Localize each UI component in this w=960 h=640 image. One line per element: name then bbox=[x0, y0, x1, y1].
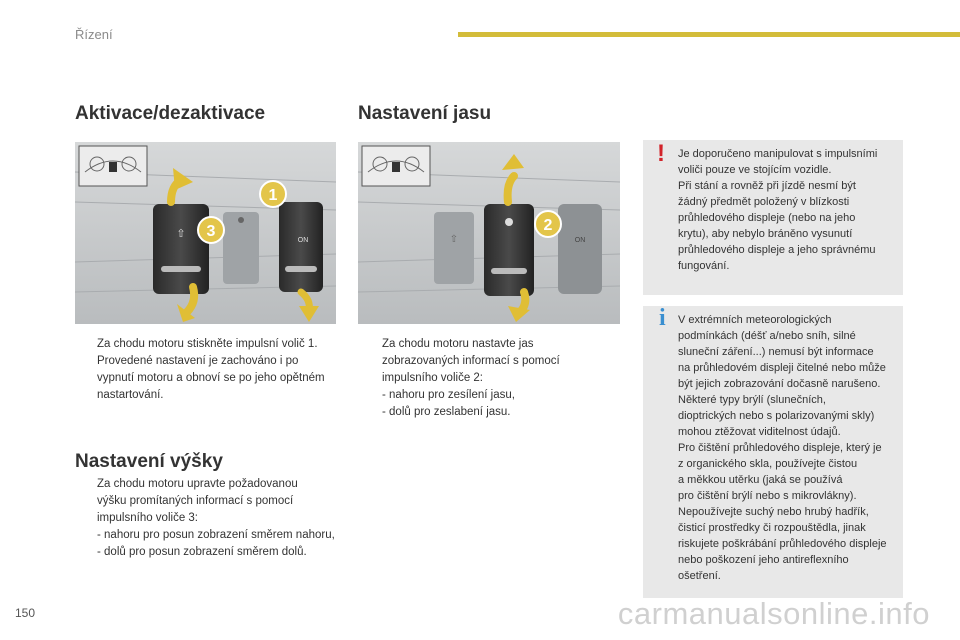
note-line: riskujete poškrábání průhledového displeje bbox=[678, 538, 887, 550]
svg-text:ON: ON bbox=[574, 237, 586, 244]
note-line: Pro čištění průhledového displeje, který je bbox=[678, 442, 882, 454]
note-line: průhledového displeje (nebo na jeho bbox=[678, 212, 856, 224]
info-icon: i bbox=[659, 305, 666, 331]
chapter-title: Řízení bbox=[75, 27, 113, 42]
text-line: impulsního voliče 2: bbox=[382, 372, 483, 384]
paragraph-jas bbox=[360, 336, 610, 421]
callout-3 bbox=[198, 217, 224, 243]
note-line: fungování. bbox=[678, 260, 730, 272]
note-line: Nepoužívejte suchý nebo hrubý hadřík, bbox=[678, 506, 869, 518]
on-label: ON bbox=[297, 237, 309, 244]
note-line: z organického skla, používejte čistou bbox=[678, 458, 858, 470]
text-line: Za chodu motoru upravte požadovanou bbox=[97, 478, 298, 490]
hud-brightness-switch bbox=[484, 204, 534, 296]
callout-1 bbox=[260, 181, 286, 207]
page-number: 150 bbox=[15, 606, 36, 620]
text-line: výšku promítaných informací s pomocí bbox=[97, 495, 294, 507]
text-line: - nahoru pro zesílení jasu, bbox=[382, 389, 515, 401]
heading-vysky: Nastavení výšky bbox=[75, 451, 223, 472]
note-line: a měkkou utěrku (jaká se používá bbox=[678, 474, 843, 486]
header-accent-bar bbox=[458, 32, 960, 37]
warning-note bbox=[643, 140, 903, 295]
callout-2 bbox=[535, 211, 561, 237]
text-line: zobrazovaných informací s pomocí bbox=[382, 355, 560, 367]
dashboard-thumbnail bbox=[362, 146, 430, 186]
warning-icon: ! bbox=[657, 140, 665, 167]
paragraph-aktivace bbox=[75, 336, 335, 404]
text-line: - dolů pro zeslabení jasu. bbox=[382, 406, 511, 418]
heading-jas: Nastavení jasu bbox=[358, 103, 492, 124]
note-line: sluneční záření...) nemusí být informace bbox=[678, 346, 874, 358]
note-line: V extrémních meteorologických bbox=[678, 314, 832, 326]
hud-height-switch bbox=[153, 204, 209, 294]
note-line: Je doporučeno manipulovat s impulsními bbox=[678, 148, 878, 160]
svg-text:⇧: ⇧ bbox=[176, 228, 186, 240]
hud-onoff-switch bbox=[558, 204, 602, 294]
dashboard-thumbnail bbox=[79, 146, 147, 186]
svg-text:1: 1 bbox=[268, 187, 278, 204]
note-line: krytu), aby nebylo bráněno vysunutí bbox=[678, 228, 853, 240]
hud-onoff-switch bbox=[279, 202, 323, 292]
note-line: průhledového displeje a jeho správnému bbox=[678, 244, 876, 256]
text-line: Za chodu motoru nastavte jas bbox=[382, 338, 534, 350]
note-line: pro čištění brýlí nebo s mikrovlákny). bbox=[678, 490, 857, 502]
watermark: carmanualsonline.info bbox=[617, 596, 930, 631]
note-line: ošetření. bbox=[678, 570, 721, 582]
note-line: voliči pouze ve stojícím vozidle. bbox=[678, 164, 832, 176]
svg-text:⇧: ⇧ bbox=[449, 234, 459, 245]
note-line: podmínkách (déšť a/nebo sníh, silné bbox=[678, 330, 856, 342]
text-line: vypnutí motoru a obnoví se po jeho opětném bbox=[97, 372, 325, 384]
heading-aktivace: Aktivace/dezaktivace bbox=[75, 103, 266, 124]
illustration-brightness-switches bbox=[358, 142, 620, 324]
svg-text:2: 2 bbox=[543, 217, 553, 234]
note-line: žádný předmět položený v blízkosti bbox=[678, 196, 850, 208]
note-line: mohou ztěžovat viditelnost údajů. bbox=[678, 426, 841, 438]
note-line: být jejich zobrazování dočasně narušeno. bbox=[678, 378, 881, 390]
note-line: na průhledovém displeji čitelné nebo může bbox=[678, 362, 886, 374]
text-line: nastartování. bbox=[97, 389, 164, 401]
note-line: dioptrických nebo s polarizovanými skly) bbox=[678, 410, 875, 422]
text-line: - dolů pro posun zobrazení směrem dolů. bbox=[97, 546, 307, 558]
svg-text:3: 3 bbox=[206, 223, 216, 240]
text-line: Provedené nastavení je zachováno i po bbox=[97, 355, 299, 367]
info-note bbox=[643, 306, 903, 598]
text-line: impulsního voliče 3: bbox=[97, 512, 198, 524]
text-line: - nahoru pro posun zobrazení směrem nahoru, bbox=[97, 529, 335, 541]
illustration-activation-switches bbox=[75, 142, 336, 324]
note-line: čisticí prostředky či rozpouštědla, jinak bbox=[678, 522, 866, 534]
note-line: Některé typy brýlí (slunečních, bbox=[678, 394, 826, 406]
note-line: Při stání a rovněž při jízdě nesmí být bbox=[678, 180, 856, 192]
paragraph-vysky bbox=[75, 476, 337, 561]
text-line: Za chodu motoru stiskněte impulsní volič 1. bbox=[97, 338, 318, 350]
note-line: nebo poškození jeho antireflexního bbox=[678, 554, 849, 566]
